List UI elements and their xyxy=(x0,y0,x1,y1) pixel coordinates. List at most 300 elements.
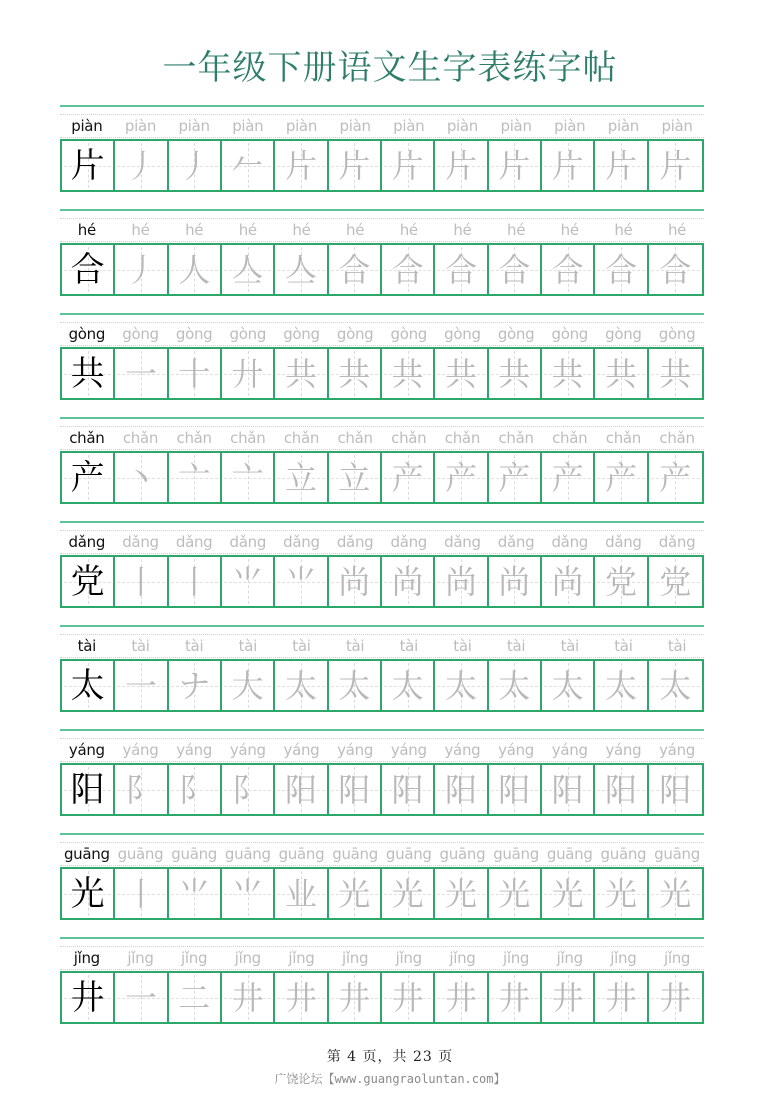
stroke-step-character: 共 xyxy=(391,354,424,393)
trace-cell xyxy=(169,557,222,606)
stroke-step-character: 合 xyxy=(338,250,371,289)
pinyin-trace: hé xyxy=(614,221,633,239)
trace-cell xyxy=(489,869,542,918)
pinyin-band xyxy=(60,738,704,762)
stroke-step-character: 太 xyxy=(551,666,584,705)
stroke-step-character: ⺌ xyxy=(231,874,264,913)
trace-cell xyxy=(169,453,222,502)
stroke-step-character: 太 xyxy=(284,666,317,705)
trace-cell xyxy=(435,349,488,398)
pinyin-trace: dǎng xyxy=(497,533,535,551)
stroke-step-character: 合 xyxy=(604,250,637,289)
trace-cell xyxy=(382,245,435,294)
stroke-step-character: 共 xyxy=(444,354,477,393)
pinyin-trace: tài xyxy=(399,637,418,655)
trace-cell xyxy=(115,765,168,814)
model-character: 党 xyxy=(70,561,105,602)
pinyin-trace: guāng xyxy=(385,845,432,863)
trace-cell xyxy=(542,141,595,190)
trace-cell xyxy=(169,245,222,294)
stroke-step-character: 尚 xyxy=(338,562,371,601)
stroke-step-character: 党 xyxy=(604,562,637,601)
pinyin-trace: hé xyxy=(346,221,365,239)
trace-cell xyxy=(649,973,702,1022)
pinyin-trace: guāng xyxy=(654,845,700,863)
trace-cell xyxy=(329,765,382,814)
pinyin-trace: chǎn xyxy=(605,429,642,447)
pinyin-trace: guāng xyxy=(117,845,164,863)
model-character: 产 xyxy=(70,457,105,498)
trace-cell xyxy=(222,245,275,294)
stroke-step-character: 𠂉 xyxy=(231,146,264,185)
trace-cell xyxy=(115,453,168,502)
stroke-step-character: 片 xyxy=(284,146,317,185)
pinyin-trace: hé xyxy=(238,221,257,239)
stroke-step-character: ⺌ xyxy=(178,874,211,913)
model-cell xyxy=(62,453,115,502)
trace-cell xyxy=(382,141,435,190)
pinyin-trace: hé xyxy=(560,221,579,239)
stroke-step-character: 阳 xyxy=(284,770,317,809)
trace-cell xyxy=(329,661,382,710)
stroke-step-character: 丿 xyxy=(178,146,211,185)
pinyin-trace: gòng xyxy=(390,325,428,343)
model-cell xyxy=(62,661,115,710)
trace-cell xyxy=(222,765,275,814)
pinyin-trace: gòng xyxy=(229,325,267,343)
trace-cell xyxy=(489,141,542,190)
trace-cell xyxy=(595,453,648,502)
trace-cell xyxy=(382,453,435,502)
stroke-step-character: 井 xyxy=(391,978,424,1017)
stroke-step-character: 一 xyxy=(124,354,157,393)
stroke-step-character: 井 xyxy=(231,978,264,1017)
model-character: 井 xyxy=(70,977,105,1018)
pinyin-trace: jǐng xyxy=(502,949,530,967)
trace-cell xyxy=(329,453,382,502)
pinyin-trace: dǎng xyxy=(175,533,213,551)
trace-cell xyxy=(489,973,542,1022)
stroke-step-character: 丨 xyxy=(178,562,211,601)
pinyin-trace: gòng xyxy=(122,325,159,343)
stroke-step-character: 井 xyxy=(498,978,531,1017)
pinyin-band xyxy=(60,322,704,346)
pinyin-trace: piàn xyxy=(500,117,532,135)
pinyin-band xyxy=(60,634,704,658)
pinyin-trace: jǐng xyxy=(610,949,637,967)
pinyin-trace: dǎng xyxy=(229,533,267,551)
pinyin-trace: yáng xyxy=(498,741,535,759)
trace-cell xyxy=(115,973,168,1022)
pinyin-model: tài xyxy=(77,637,96,655)
trace-cell xyxy=(115,141,168,190)
model-cell xyxy=(62,245,115,294)
trace-cell xyxy=(542,557,595,606)
stroke-step-character: ⺌ xyxy=(231,562,264,601)
stroke-step-character: ⺌ xyxy=(284,562,317,601)
stroke-step-character: 廾 xyxy=(231,354,264,393)
stroke-step-character: 太 xyxy=(498,666,531,705)
trace-cell xyxy=(542,661,595,710)
pinyin-trace: tài xyxy=(560,637,579,655)
trace-cell xyxy=(542,765,595,814)
stroke-step-character: 片 xyxy=(338,146,371,185)
pinyin-trace: yáng xyxy=(229,741,266,759)
pinyin-trace: gòng xyxy=(444,325,481,343)
pinyin-trace: hé xyxy=(667,221,687,239)
trace-cell xyxy=(382,765,435,814)
stroke-step-character: 阳 xyxy=(604,770,637,809)
pinyin-trace: dǎng xyxy=(336,533,374,551)
pinyin-trace: yáng xyxy=(659,741,695,759)
stroke-step-character: 合 xyxy=(444,250,477,289)
pinyin-trace: yáng xyxy=(337,741,374,759)
pinyin-trace: chǎn xyxy=(659,429,695,447)
stroke-step-character: 片 xyxy=(551,146,584,185)
stroke-step-character: 产 xyxy=(391,458,424,497)
row-divider-line xyxy=(60,521,704,523)
stroke-step-character: 太 xyxy=(338,666,371,705)
stroke-step-character: 阳 xyxy=(498,770,531,809)
tian-grid-row xyxy=(60,347,704,400)
trace-cell xyxy=(649,245,702,294)
stroke-step-character: 丨 xyxy=(124,874,157,913)
pinyin-band xyxy=(60,530,704,554)
site-watermark: 广饶论坛【www.guangraoluntan.com】 xyxy=(274,1072,506,1086)
stroke-step-character: 井 xyxy=(284,978,317,1017)
pinyin-trace: tài xyxy=(614,637,633,655)
pinyin-trace: gòng xyxy=(605,325,642,343)
stroke-step-character: 十 xyxy=(178,354,211,393)
pinyin-trace: hé xyxy=(131,221,150,239)
pinyin-trace: tài xyxy=(131,637,150,655)
stroke-step-character: 亼 xyxy=(231,250,264,289)
tian-grid-row xyxy=(60,555,704,608)
practice-row xyxy=(60,833,704,937)
pinyin-trace: gòng xyxy=(551,325,588,343)
trace-cell xyxy=(595,973,648,1022)
pinyin-trace: dǎng xyxy=(444,533,481,551)
stroke-step-character: 丿 xyxy=(124,250,157,289)
pinyin-trace: chǎn xyxy=(337,429,373,447)
trace-cell xyxy=(542,453,595,502)
trace-cell xyxy=(649,141,702,190)
stroke-step-character: 太 xyxy=(659,666,692,705)
stroke-step-character: 党 xyxy=(659,562,692,601)
trace-cell xyxy=(115,661,168,710)
stroke-step-character: 片 xyxy=(444,146,477,185)
trace-cell xyxy=(435,869,488,918)
tian-grid-row xyxy=(60,971,704,1024)
model-character: 共 xyxy=(70,353,105,394)
stroke-step-character: 太 xyxy=(444,666,477,705)
trace-cell xyxy=(595,869,648,918)
stroke-step-character: 片 xyxy=(498,146,531,185)
pinyin-trace: tài xyxy=(506,637,526,655)
pinyin-trace: gòng xyxy=(283,325,320,343)
pinyin-trace: hé xyxy=(292,221,311,239)
pinyin-trace: gòng xyxy=(175,325,213,343)
pinyin-trace: piàn xyxy=(124,117,157,135)
trace-cell xyxy=(649,869,702,918)
trace-cell xyxy=(649,557,702,606)
tian-grid-row xyxy=(60,243,704,296)
stroke-step-character: 阳 xyxy=(444,770,477,809)
stroke-step-character: 合 xyxy=(391,250,424,289)
pinyin-trace: piàn xyxy=(339,117,371,135)
stroke-step-character: 产 xyxy=(604,458,637,497)
pinyin-trace: yáng xyxy=(176,741,213,759)
pinyin-trace: jǐng xyxy=(556,949,583,967)
pinyin-trace: yáng xyxy=(390,741,427,759)
pinyin-trace: tài xyxy=(345,637,365,655)
pinyin-trace: piàn xyxy=(446,117,479,135)
stroke-step-character: 合 xyxy=(498,250,531,289)
stroke-step-character: 亼 xyxy=(284,250,317,289)
stroke-step-character: 共 xyxy=(498,354,531,393)
trace-cell xyxy=(275,453,328,502)
pinyin-trace: tài xyxy=(292,637,311,655)
stroke-step-character: 合 xyxy=(551,250,584,289)
practice-row xyxy=(60,417,704,521)
stroke-step-character: 一 xyxy=(124,666,157,705)
trace-cell xyxy=(275,557,328,606)
trace-cell xyxy=(329,869,382,918)
model-character: 片 xyxy=(70,145,105,186)
trace-cell xyxy=(435,557,488,606)
pinyin-trace: dǎng xyxy=(390,533,428,551)
pinyin-trace: hé xyxy=(507,221,526,239)
pinyin-trace: hé xyxy=(453,221,472,239)
practice-row xyxy=(60,937,704,1041)
pinyin-model: dǎng xyxy=(68,533,106,551)
pinyin-trace: chǎn xyxy=(552,429,588,447)
trace-cell xyxy=(595,349,648,398)
trace-cell xyxy=(329,245,382,294)
stroke-step-character: 大 xyxy=(231,666,264,705)
practice-row xyxy=(60,625,704,729)
tian-grid-row xyxy=(60,139,704,192)
stroke-step-character: 产 xyxy=(444,458,477,497)
page-indicator: 第 4 页，共 23 页 xyxy=(326,1049,454,1065)
trace-cell xyxy=(275,245,328,294)
trace-cell xyxy=(542,245,595,294)
trace-cell xyxy=(595,557,648,606)
trace-cell xyxy=(542,973,595,1022)
stroke-step-character: 太 xyxy=(604,666,637,705)
row-divider-line xyxy=(60,625,704,627)
stroke-step-character: 光 xyxy=(659,874,692,913)
pinyin-band xyxy=(60,426,704,450)
pinyin-trace: guāng xyxy=(493,845,539,863)
pinyin-model: piàn xyxy=(71,117,103,135)
stroke-step-character: 光 xyxy=(604,874,637,913)
pinyin-trace: guāng xyxy=(171,845,218,863)
stroke-step-character: 尚 xyxy=(391,562,424,601)
trace-cell xyxy=(115,557,168,606)
trace-cell xyxy=(435,453,488,502)
stroke-step-character: 丶 xyxy=(124,458,157,497)
trace-cell xyxy=(489,453,542,502)
trace-cell xyxy=(329,349,382,398)
pinyin-trace: guāng xyxy=(546,845,593,863)
model-cell xyxy=(62,141,115,190)
pinyin-trace: jǐng xyxy=(395,949,422,967)
stroke-step-character: 丿 xyxy=(124,146,157,185)
trace-cell xyxy=(649,661,702,710)
pinyin-trace: piàn xyxy=(607,117,639,135)
page-title: 一年级下册语文生字表练字帖 xyxy=(162,48,618,88)
stroke-step-character: 尚 xyxy=(551,562,584,601)
model-character: 光 xyxy=(70,873,105,914)
pinyin-trace: chǎn xyxy=(176,429,212,447)
trace-cell xyxy=(275,973,328,1022)
stroke-step-character: 片 xyxy=(659,146,692,185)
trace-cell xyxy=(275,141,328,190)
trace-cell xyxy=(275,765,328,814)
stroke-step-character: 阝 xyxy=(231,770,264,809)
model-cell xyxy=(62,349,115,398)
trace-cell xyxy=(435,141,488,190)
row-divider-line xyxy=(60,729,704,731)
stroke-step-character: 阳 xyxy=(391,770,424,809)
stroke-step-character: 太 xyxy=(391,666,424,705)
practice-row xyxy=(60,105,704,209)
tian-grid-row xyxy=(60,659,704,712)
stroke-step-character: 产 xyxy=(498,458,531,497)
practice-row xyxy=(60,209,704,313)
row-divider-line xyxy=(60,937,704,939)
stroke-step-character: 共 xyxy=(551,354,584,393)
stroke-step-character: 共 xyxy=(338,354,371,393)
trace-cell xyxy=(222,557,275,606)
pinyin-trace: jǐng xyxy=(127,949,154,967)
stroke-step-character: 产 xyxy=(551,458,584,497)
trace-cell xyxy=(169,349,222,398)
pinyin-trace: hé xyxy=(399,221,418,239)
stroke-step-character: 立 xyxy=(338,458,371,497)
pinyin-trace: piàn xyxy=(393,117,425,135)
pinyin-band xyxy=(60,946,704,970)
trace-cell xyxy=(329,557,382,606)
stroke-step-character: 光 xyxy=(551,874,584,913)
stroke-step-character: 阳 xyxy=(659,770,692,809)
trace-cell xyxy=(275,661,328,710)
model-cell xyxy=(62,765,115,814)
pinyin-trace: chǎn xyxy=(122,429,159,447)
practice-sheet xyxy=(60,105,704,1041)
trace-cell xyxy=(115,869,168,918)
pinyin-trace: tài xyxy=(667,637,687,655)
pinyin-trace: yáng xyxy=(283,741,320,759)
stroke-step-character: 丨 xyxy=(124,562,157,601)
pinyin-trace: dǎng xyxy=(551,533,588,551)
pinyin-trace: guāng xyxy=(278,845,325,863)
pinyin-trace: jǐng xyxy=(342,949,369,967)
model-character: 太 xyxy=(70,665,105,706)
trace-cell xyxy=(382,973,435,1022)
trace-cell xyxy=(222,141,275,190)
trace-cell xyxy=(169,141,222,190)
pinyin-model: hé xyxy=(77,221,96,239)
pinyin-trace: jǐng xyxy=(449,949,476,967)
pinyin-trace: guāng xyxy=(224,845,271,863)
pinyin-model: guāng xyxy=(63,845,110,863)
trace-cell xyxy=(275,869,328,918)
trace-cell xyxy=(595,141,648,190)
stroke-step-character: 共 xyxy=(659,354,692,393)
stroke-step-character: 井 xyxy=(604,978,637,1017)
pinyin-trace: piàn xyxy=(554,117,586,135)
pinyin-band xyxy=(60,218,704,242)
pinyin-trace: chǎn xyxy=(498,429,534,447)
pinyin-trace: gòng xyxy=(336,325,374,343)
trace-cell xyxy=(489,245,542,294)
stroke-step-character: 光 xyxy=(498,874,531,913)
model-cell xyxy=(62,869,115,918)
stroke-step-character: 光 xyxy=(338,874,371,913)
trace-cell xyxy=(649,765,702,814)
stroke-step-character: 一 xyxy=(124,978,157,1017)
tian-grid-row xyxy=(60,867,704,920)
pinyin-trace: chǎn xyxy=(230,429,266,447)
trace-cell xyxy=(649,453,702,502)
trace-cell xyxy=(435,661,488,710)
pinyin-trace: yáng xyxy=(444,741,481,759)
trace-cell xyxy=(489,349,542,398)
pinyin-band xyxy=(60,842,704,866)
stroke-step-character: 共 xyxy=(284,354,317,393)
model-cell xyxy=(62,557,115,606)
trace-cell xyxy=(382,349,435,398)
stroke-step-character: 阝 xyxy=(178,770,211,809)
stroke-step-character: 尚 xyxy=(444,562,477,601)
stroke-step-character: ナ xyxy=(178,666,211,705)
pinyin-trace: guāng xyxy=(332,845,378,863)
pinyin-trace: hé xyxy=(185,221,204,239)
trace-cell xyxy=(489,557,542,606)
stroke-step-character: 尚 xyxy=(498,562,531,601)
stroke-step-character: 片 xyxy=(391,146,424,185)
pinyin-trace: piàn xyxy=(232,117,264,135)
trace-cell xyxy=(169,661,222,710)
trace-cell xyxy=(222,869,275,918)
trace-cell xyxy=(329,141,382,190)
model-character: 合 xyxy=(70,249,105,290)
trace-cell xyxy=(435,973,488,1022)
pinyin-trace: piàn xyxy=(661,117,693,135)
pinyin-model: jǐng xyxy=(73,949,100,967)
pinyin-model: chǎn xyxy=(69,429,105,447)
pinyin-trace: guāng xyxy=(600,845,647,863)
stroke-step-character: 亠 xyxy=(231,458,264,497)
stroke-step-character: 人 xyxy=(178,250,211,289)
stroke-step-character: 业 xyxy=(284,874,317,913)
stroke-step-character: 共 xyxy=(604,354,637,393)
trace-cell xyxy=(169,869,222,918)
trace-cell xyxy=(595,245,648,294)
trace-cell xyxy=(382,661,435,710)
trace-cell xyxy=(489,765,542,814)
row-divider-line xyxy=(60,417,704,419)
trace-cell xyxy=(382,557,435,606)
trace-cell xyxy=(649,349,702,398)
trace-cell xyxy=(275,349,328,398)
trace-cell xyxy=(222,349,275,398)
practice-row xyxy=(60,521,704,625)
pinyin-trace: dǎng xyxy=(605,533,642,551)
pinyin-trace: chǎn xyxy=(444,429,481,447)
